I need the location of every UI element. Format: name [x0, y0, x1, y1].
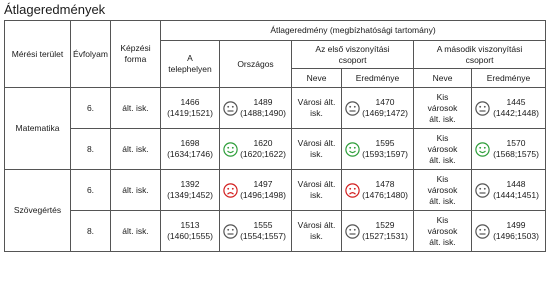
result-range: (1460;1555): [167, 231, 213, 241]
happy-smiley-icon: [345, 142, 360, 157]
happy-smiley-icon: [223, 142, 238, 157]
result-value: [472, 97, 545, 119]
result-numbers: [164, 220, 216, 242]
form-cell: ált. isk.: [111, 170, 161, 211]
group-name-line: Városi ált.: [297, 138, 336, 148]
result-range: (1527;1531): [362, 231, 408, 241]
result-numbers: [238, 220, 288, 242]
result-range: (1476;1480): [362, 190, 408, 200]
result-range: (1496;1498): [240, 190, 286, 200]
result-mean: 1570: [506, 138, 526, 148]
group-name-line: városok: [427, 225, 458, 236]
group-name-line: Városi ált.: [297, 97, 336, 107]
result-numbers: [360, 138, 410, 160]
result-mean: 1555: [253, 220, 273, 230]
result-numbers: [490, 138, 542, 160]
results-table: [4, 20, 546, 252]
table-row: [5, 170, 546, 211]
group-name-line: ált. isk.: [429, 195, 456, 206]
result-mean: 1513: [180, 220, 200, 230]
result-cell: [161, 211, 220, 252]
result-numbers: [490, 220, 542, 242]
result-range: (1634;1746): [167, 149, 213, 159]
group-name-line: Kis: [436, 132, 449, 143]
result-value: [161, 179, 219, 201]
grade-cell: 6.: [71, 170, 111, 211]
group-name-cell: [292, 170, 342, 211]
result-cell: [472, 170, 546, 211]
group-name-line: isk.: [310, 149, 323, 159]
group-name-cell: [414, 88, 472, 129]
header-masodik-csoport: A második viszonyítási csoport: [414, 41, 546, 69]
group-name-cell: [414, 211, 472, 252]
result-value: [220, 179, 291, 201]
result-numbers: [164, 179, 216, 201]
result-value: [342, 138, 413, 160]
group-name-line: Városi ált.: [297, 220, 336, 230]
result-range: (1419;1521): [167, 108, 213, 118]
result-value: [161, 138, 219, 160]
page-title: Átlageredmények: [4, 2, 106, 17]
result-cell: [342, 211, 414, 252]
result-value: [472, 220, 545, 242]
result-value: [472, 138, 545, 160]
header-meresi-terulet: Mérési terület: [5, 21, 71, 88]
result-range: (1349;1452): [167, 190, 213, 200]
header-elso-eredmenye: Eredménye: [342, 69, 414, 88]
result-numbers: [360, 220, 410, 242]
result-range: (1554;1557): [240, 231, 286, 241]
result-cell: [472, 211, 546, 252]
group-name-line: ált. isk.: [429, 113, 456, 124]
result-range: (1620;1622): [240, 149, 286, 159]
neutral-smiley-icon: [475, 224, 490, 239]
result-value: [220, 97, 291, 119]
neutral-smiley-icon: [475, 101, 490, 116]
group-name-line: ált. isk.: [429, 236, 456, 247]
result-value: [220, 220, 291, 242]
result-cell: [472, 129, 546, 170]
form-cell: ált. isk.: [111, 88, 161, 129]
header-masodik-eredmenye: Eredménye: [472, 69, 546, 88]
sad-smiley-icon: [345, 183, 360, 198]
area-cell: Matematika: [5, 88, 71, 170]
result-range: (1444;1451): [493, 190, 539, 200]
result-cell: [220, 211, 292, 252]
group-name-line: városok: [427, 184, 458, 195]
result-numbers: [238, 97, 288, 119]
result-numbers: [360, 179, 410, 201]
sad-smiley-icon: [223, 183, 238, 198]
result-value: [342, 179, 413, 201]
result-mean: 1698: [180, 138, 200, 148]
result-cell: [161, 88, 220, 129]
area-cell: Szövegértés: [5, 170, 71, 252]
happy-smiley-icon: [475, 142, 490, 157]
result-cell: [161, 129, 220, 170]
result-mean: 1489: [253, 97, 273, 107]
neutral-smiley-icon: [475, 183, 490, 198]
result-value: [161, 220, 219, 242]
grade-cell: 8.: [71, 211, 111, 252]
group-name-line: ált. isk.: [429, 154, 456, 165]
group-name-line: isk.: [310, 190, 323, 200]
table-row: [5, 88, 546, 129]
result-cell: [342, 129, 414, 170]
result-numbers: [490, 179, 542, 201]
neutral-smiley-icon: [345, 101, 360, 116]
result-cell: [161, 170, 220, 211]
result-cell: [342, 88, 414, 129]
result-numbers: [490, 97, 542, 119]
result-value: [342, 97, 413, 119]
result-mean: 1620: [253, 138, 273, 148]
group-name-line: Kis: [436, 173, 449, 184]
neutral-smiley-icon: [223, 224, 238, 239]
table-body: [5, 88, 546, 252]
result-mean: 1497: [253, 179, 273, 189]
result-mean: 1478: [375, 179, 395, 189]
result-numbers: [360, 97, 410, 119]
group-name-cell: [292, 129, 342, 170]
group-name-line: Kis: [436, 214, 449, 225]
group-name-cell: [414, 170, 472, 211]
result-range: (1568;1575): [493, 149, 539, 159]
result-cell: [342, 170, 414, 211]
form-cell: ált. isk.: [111, 129, 161, 170]
group-name-line: Kis: [436, 91, 449, 102]
result-numbers: [164, 138, 216, 160]
result-numbers: [238, 179, 288, 201]
group-name-line: isk.: [310, 231, 323, 241]
result-cell: [220, 170, 292, 211]
result-range: (1469;1472): [362, 108, 408, 118]
neutral-smiley-icon: [345, 224, 360, 239]
result-range: (1488;1490): [240, 108, 286, 118]
form-cell: ált. isk.: [111, 211, 161, 252]
header-kepzesi-forma: Képzési forma: [111, 21, 161, 88]
header-telephely: A telephelyen: [161, 41, 220, 88]
result-mean: 1595: [375, 138, 395, 148]
group-name-line: városok: [427, 143, 458, 154]
grade-cell: 8.: [71, 129, 111, 170]
group-name-cell: [292, 211, 342, 252]
result-mean: 1392: [180, 179, 200, 189]
result-mean: 1470: [375, 97, 395, 107]
result-value: [342, 220, 413, 242]
result-cell: [472, 88, 546, 129]
result-range: (1496;1503): [493, 231, 539, 241]
result-mean: 1445: [506, 97, 526, 107]
result-mean: 1448: [506, 179, 526, 189]
group-name-cell: [414, 129, 472, 170]
group-name-line: isk.: [310, 108, 323, 118]
result-range: (1593;1597): [362, 149, 408, 159]
header-atlageredmeny: Átlageredmény (megbízhatósági tartomány): [161, 21, 546, 41]
group-name-line: városok: [427, 102, 458, 113]
header-orszagos: Országos: [220, 41, 292, 88]
result-value: [472, 179, 545, 201]
header-masodik-neve: Neve: [414, 69, 472, 88]
header-elso-csoport: Az első viszonyítási csoport: [292, 41, 414, 69]
neutral-smiley-icon: [223, 101, 238, 116]
result-range: (1442;1448): [493, 108, 539, 118]
group-name-cell: [292, 88, 342, 129]
result-value: [220, 138, 291, 160]
result-mean: 1529: [375, 220, 395, 230]
result-numbers: [164, 97, 216, 119]
table-row: [5, 211, 546, 252]
header-evfolyam: Évfolyam: [71, 21, 111, 88]
result-mean: 1499: [506, 220, 526, 230]
group-name-line: Városi ált.: [297, 179, 336, 189]
grade-cell: 6.: [71, 88, 111, 129]
result-cell: [220, 88, 292, 129]
table-row: [5, 129, 546, 170]
result-numbers: [238, 138, 288, 160]
header-elso-neve: Neve: [292, 69, 342, 88]
result-value: [161, 97, 219, 119]
result-mean: 1466: [180, 97, 200, 107]
result-cell: [220, 129, 292, 170]
